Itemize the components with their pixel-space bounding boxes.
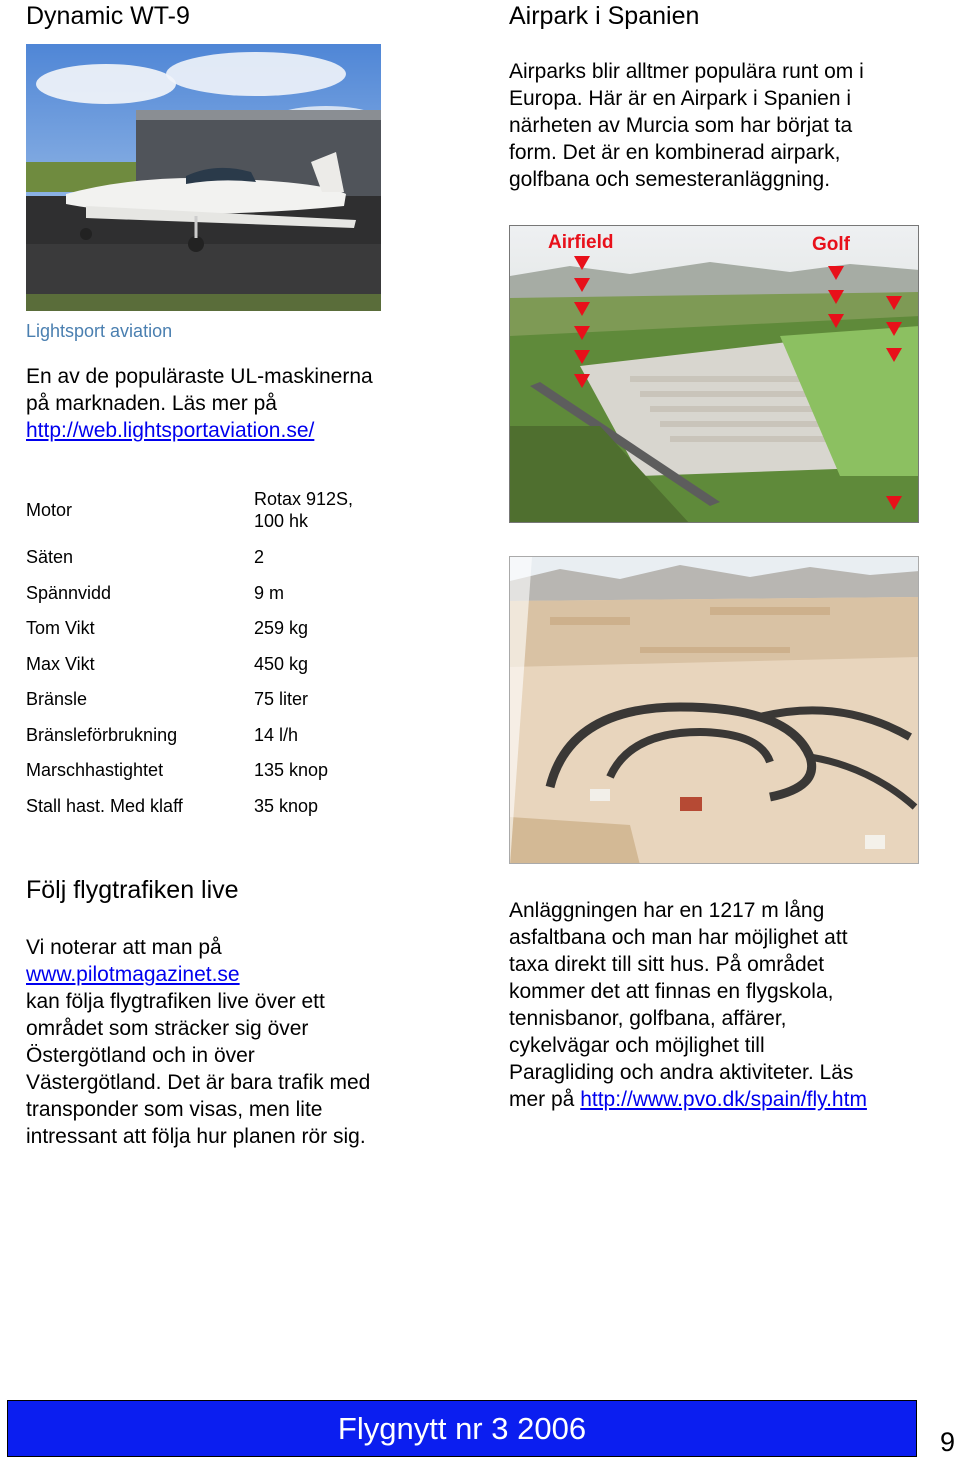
flygtrafik-line: Västergötland. Det är bara trafik med [26,1071,371,1094]
label-airfield: Airfield [548,232,614,253]
spec-label-forbrukning: Bränsleförbrukning [26,725,178,745]
flygtrafik-text [26,934,476,1150]
spec-label-spannvidd: Spännvidd [26,583,112,603]
aerial-photo-airfield-golf [509,225,919,523]
airpark-intro-line: Airparks blir alltmer populära runt om i [509,60,864,83]
aerial-photo-construction [509,556,919,864]
flygtrafik-line: kan följa flygtrafiken live över ett [26,990,325,1013]
photo-caption: Lightsport aviation [26,321,173,341]
spec-value-max-vikt: 450 kg [254,654,309,674]
airpark-body-prefix: mer på [509,1088,575,1111]
spec-label-stall: Stall hast. Med klaff [26,796,183,816]
spec-value-forbrukning: 14 l/h [254,725,299,745]
label-golf: Golf [812,234,850,255]
airpark-body-line: cykelvägar och möjlighet till [509,1034,765,1057]
flygtrafik-line: Östergötland och in över [26,1044,255,1067]
footer-title: Flygnytt nr 3 2006 [337,1411,587,1446]
airpark-body-line: taxa direkt till sitt hus. På området [509,953,825,976]
flygtrafik-line: Vi noterar att man på [26,936,222,959]
airpark-intro-line: Europa. Här är en Airpark i Spanien i [509,87,852,110]
spec-label-tom-vikt: Tom Vikt [26,618,95,638]
spec-value-motor [254,488,353,532]
spec-value-line: Rotax 912S, [254,489,354,509]
spec-value-tom-vikt: 259 kg [254,618,309,638]
airpark-intro-line: form. Det är en kombinerad airpark, [509,141,841,164]
spec-value-bransle: 75 liter [254,689,309,709]
section-title-flygtrafik: Följ flygtrafiken live [26,876,239,904]
spec-label-motor: Motor [26,500,73,520]
page-number: 9 [940,1427,956,1457]
airpark-body [509,897,949,1113]
spec-value-stall: 35 knop [254,796,319,816]
flygtrafik-line: området som sträcker sig över [26,1017,309,1040]
airpark-body-line: Anläggningen har en 1217 m lång [509,899,825,922]
intro-line: En av de populäraste UL-maskinerna [26,365,373,388]
lightsport-link[interactable]: http://web.lightsportaviation.se/ [26,419,315,442]
footer-bar [7,1400,917,1457]
airpark-body-line: Paragliding och andra aktiviteter. Läs [509,1061,854,1084]
airpark-body-line: tennisbanor, golfbana, affärer, [509,1007,787,1030]
intro-line: på marknaden. Läs mer på [26,392,277,415]
spec-label-max-vikt: Max Vikt [26,654,95,674]
spec-value-saten: 2 [254,547,265,567]
spec-value-spannvidd: 9 m [254,583,285,603]
flygtrafik-line: intressant att följa hur planen rör sig. [26,1125,366,1148]
airplane-photo [26,44,381,311]
airpark-body-last-line [509,1086,949,1113]
pvo-link[interactable]: http://www.pvo.dk/spain/fly.htm [580,1088,867,1111]
flygtrafik-line: transponder som visas, men lite [26,1098,323,1121]
airpark-intro-line: närheten av Murcia som har börjat ta [509,114,853,137]
intro-text [26,363,466,444]
airpark-body-line: kommer det att finnas en flygskola, [509,980,834,1003]
article-title-dynamic-wt9: Dynamic WT-9 [26,2,190,30]
spec-label-bransle: Bränsle [26,689,88,709]
airpark-body-line: asfaltbana och man har möjlighet att [509,926,848,949]
spec-label-saten: Säten [26,547,74,567]
spec-label-marschhastighet: Marschhastightet [26,760,164,780]
airpark-intro-line: golfbana och semesteranläggning. [509,168,831,191]
article-title-airpark: Airpark i Spanien [509,2,700,30]
airpark-intro [509,58,929,193]
pilotmagazinet-link[interactable]: www.pilotmagazinet.se [26,963,240,986]
spec-value-line: 100 hk [254,511,309,531]
spec-value-marschhastighet: 135 knop [254,760,329,780]
